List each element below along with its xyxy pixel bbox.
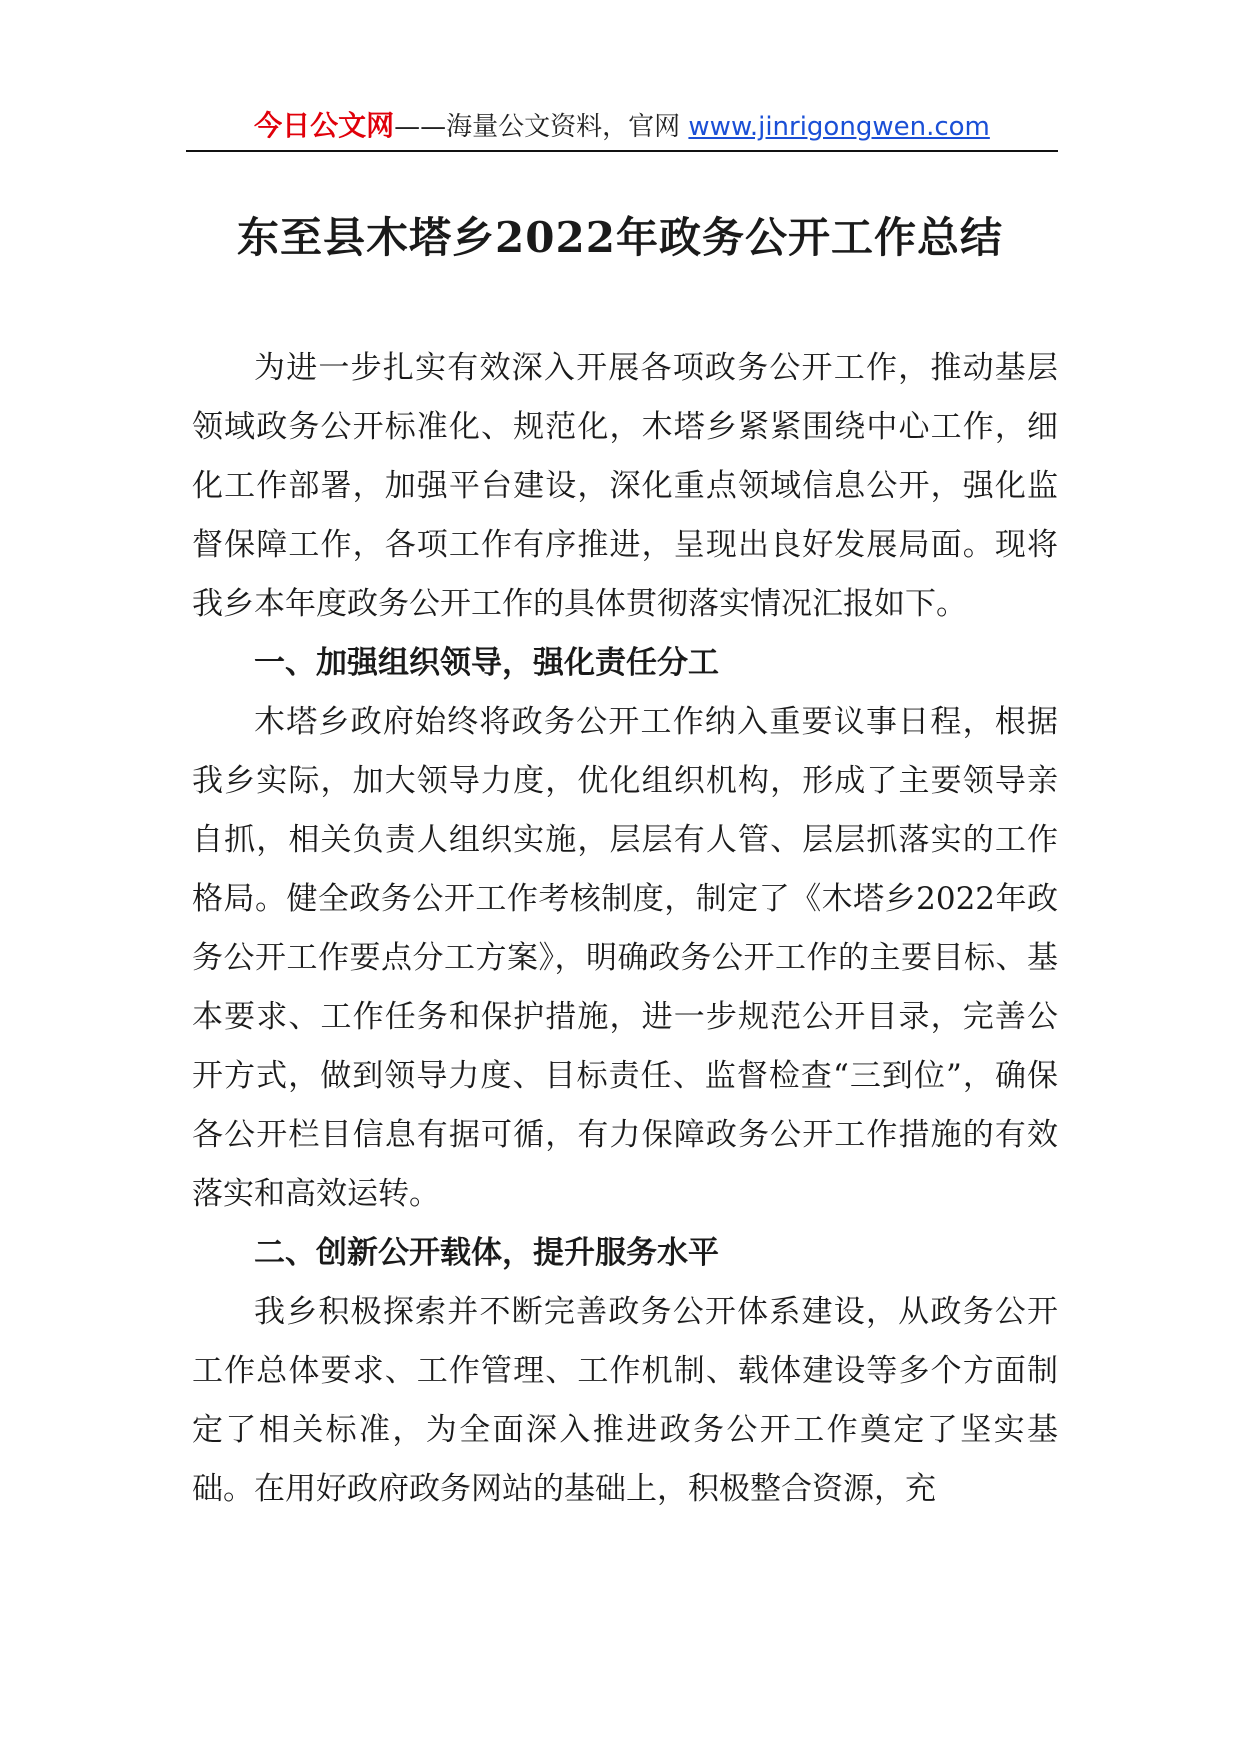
document-body — [192, 339, 1058, 1519]
site-url-link[interactable]: www.jinrigongwen.com — [688, 112, 990, 142]
header-divider — [186, 150, 1058, 152]
site-tagline: ——海量公文资料，官网 — [394, 112, 689, 142]
section-heading-2: 二、创新公开载体，提升服务水平 — [254, 1235, 719, 1271]
site-brand[interactable]: 今日公文网 — [254, 109, 395, 142]
section-1-paragraph: 木塔乡政府始终将政务公开工作纳入重要议事日程，根据我乡实际，加大领导力度，优化组织机构，形成了主要领导亲自抓，相关负责人组织实施，层层有人管、层层抓落实的工作格局。健全政务公开工作考核制度，制定了《木塔乡2022年政务公开工作要点分工方案》，明确政务公开工作的主要目标、基本要求、工作任务和保护措施，进一步规范公开目录，完善公开方式，做到领导力度、目标责任、监督检查“三到位”，确保各公开栏目信息有据可循，有力保障政务公开工作措施的有效落实和高效运转。 — [192, 704, 1058, 1212]
document-title: 东至县木塔乡2022年政务公开工作总结 — [237, 213, 1003, 262]
site-header — [186, 104, 1058, 148]
intro-paragraph: 为进一步扎实有效深入开展各项政务公开工作，推动基层领域政务公开标准化、规范化，木塔乡紧紧围绕中心工作，细化工作部署，加强平台建设，深化重点领域信息公开，强化监督保障工作，各项工作有序推进，呈现出良好发展局面。现将我乡本年度政务公开工作的具体贯彻落实情况汇报如下。 — [192, 350, 1058, 622]
section-heading-1: 一、加强组织领导，强化责任分工 — [254, 645, 719, 681]
section-2-paragraph: 我乡积极探索并不断完善政务公开体系建设，从政务公开工作总体要求、工作管理、工作机制、载体建设等多个方面制定了相关标准，为全面深入推进政务公开工作奠定了坚实基础。在用好政府政务网站的基础上，积极整合资源，充 — [192, 1294, 1058, 1507]
